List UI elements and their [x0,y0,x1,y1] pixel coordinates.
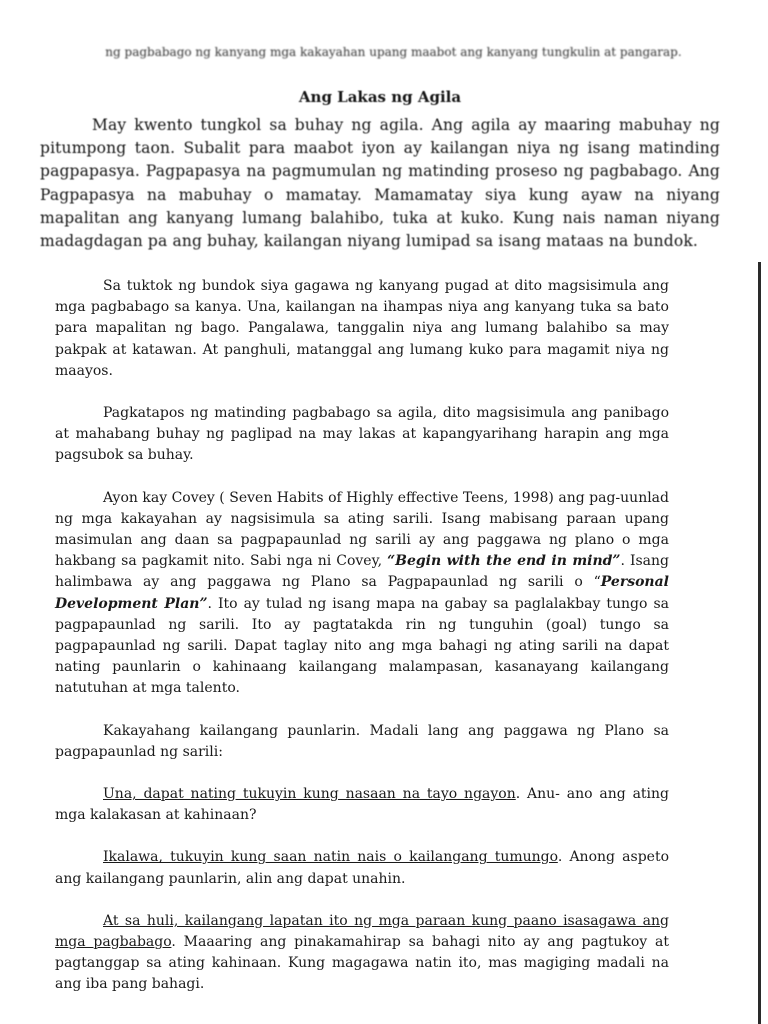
step-three-rest: . Maaaring ang pinakamahirap sa bahagi nito ay ang pagtukoy at pagtanggap sa ating kahinaan. Kung magagawa natin ito, mas magiging madali na ang iba pang bahagi. [55,934,669,993]
page-title: Ang Lakas ng Agila [298,88,462,106]
covey-text-a: Ayon kay Covey ( Seven Habits of Highly effective Teens, 1998) ang pag-uunlad ng mga kakayahan ay nagsisimula sa ating sarili. Isang mabisang paraan upang masimulan ang daan sa pagpapaunlad ng sarili ay ang paggawa ng plano o mga hakbang sa pagkamit nito. Sabi nga ni Covey, [55,489,669,570]
cut-off-top-line: ng pagbabago ng kanyang mga kakayahan upang maabot ang kanyang tungkulin at pangarap. [105,45,682,59]
step-one [55,784,669,826]
story-section [40,86,720,253]
quote-personal-development-plan: Personal Development Plan” [55,574,669,612]
paragraph-covey [55,488,669,700]
covey-text-b: . Isang halimbawa ay ang paggawa ng Plano sa Pagpapaunlad ng sarili o “ [55,553,669,591]
intro-paragraph: May kwento tungkol sa buhay ng agila. Ang agila ay maaring mabuhay ng pitumpong taon. Subalit para maabot iyon ay kailangan niya ng isang matinding pagpapasya. Pagpapasya na pagmumulan ng matinding proseso ng pagbabago. Ang Pagpapasya na mabuhay o mamatay. Mamamatay siya kung ayaw na niyang mapalitan ang kanyang lumang balahibo, tuka at kuko. Kung nais naman niyang madagdagan pa ang buhay, kailangan niyang lumipad sa isang mataas na bundok. [40,116,720,251]
step-three-underlined: At sa huli, kailangang lapatan ito ng mga paraan kung paano isasagawa ang mga pagbabago [55,912,669,951]
paragraph-skills: Kakayahang kailangang paunlarin. Madali lang ang paggawa ng Plano sa pagpapaunlad ng sarili: [55,722,669,760]
paragraph-renewal: Pagkatapos ng matinding pagbabago sa agila, dito magsisimula ang panibago at mahabang buhay ng paglipad na may lakas at kapangyarihang harapin ang mga pagsubok sa buhay. [55,405,669,464]
step-two-rest: . Anong aspeto ang kailangang paunlarin, alin ang dapat unahin. [55,849,669,887]
paragraph-mountain: Sa tuktok ng bundok siya gagawa ng kanyang pugad at dito magsisimula ang mga pagbabago sa kanya. Una, kailangan na ihampas niya ang kanyang tuka sa bato para mapalitan ng bago. Pangalawa, tanggalin niya ang lumang balahibo sa may pakpak at katawan. At panghuli, matanggal ang lumang kuko para magamit niya ng maayos. [55,278,669,379]
step-one-rest: . Anu- ano ang ating mga kalakasan at kahinaan? [55,786,669,824]
margin-rule [758,262,761,1024]
step-two-underlined: Ikalawa, tukuyin kung saan natin nais o kailangang tumungo [103,849,558,866]
step-one-underlined: Una, dapat nating tukuyin kung nasaan na tayo ngayon [103,786,516,803]
step-three [55,911,669,996]
body-text [55,276,669,1017]
step-two [55,847,669,889]
quote-begin-with-end: “Begin with the end in mind” [387,553,621,570]
covey-text-c: . Ito ay tulad ng isang mapa na gabay sa paglalakbay tungo sa pagpapaunlad ng sarili. Ito ay pagtatakda rin ng tunguhin (goal) tungo sa pagpapaunlad ng sarili. Dapat taglay nito ang mga bahagi ng ating sarili na dapat nating paunlarin o kahinaang kailangang malampasan, kasanayang kailangang natutuhan at mga talento. [55,595,669,697]
